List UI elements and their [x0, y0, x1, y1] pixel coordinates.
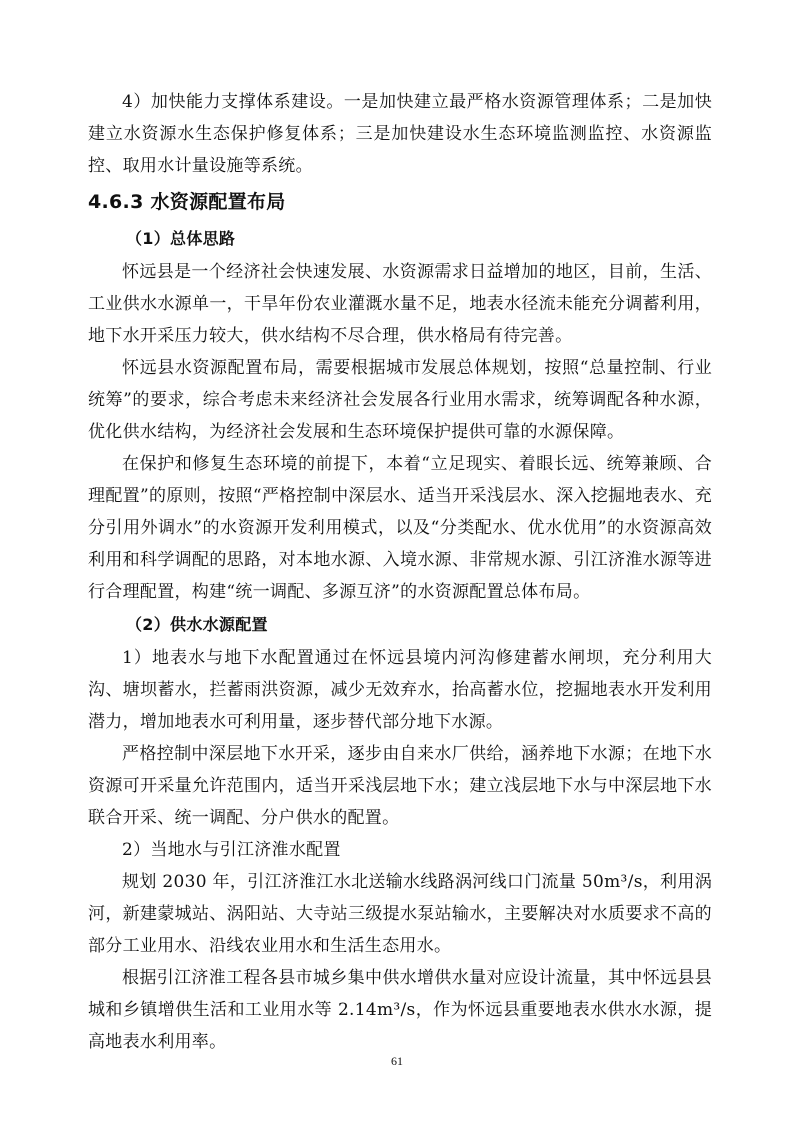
paragraph-supply-flow: 根据引江济淮工程各县市城乡集中供水增供水量对应设计流量，其中怀远县县城和乡镇增供生活和工业用水等 2.14m³/s，作为怀远县重要地表水供水水源，提高地表水利用率。 [88, 968, 712, 1052]
subsection-heading-overall-idea: （1）总体思路 [126, 229, 236, 248]
section-heading: 4.6.3 水资源配置布局 [88, 191, 286, 213]
subsection-heading-water-source: （2）供水水源配置 [126, 615, 268, 634]
paragraph-capacity-support: 4）加快能力支撑体系建设。一是加快建立最严格水资源管理体系；二是加快建立水资源水生态保护修复体系；三是加快建设水生态环境监测监控、水资源监控、取用水计量设施等系统。 [88, 92, 712, 176]
paragraph-overview: 怀远县是一个经济社会快速发展、水资源需求日益增加的地区，目前，生活、工业供水水源单一，干旱年份农业灌溉水量不足，地表水径流未能充分调蓄利用，地下水开采压力较大，供水结构不尽合理，供水格局有待完善。 [88, 262, 712, 346]
paragraph-layout-requirements: 怀远县水资源配置布局，需要根据城市发展总体规划，按照“总量控制、行业统筹”的要求，综合考虑未来经济社会发展各行业用水需求，统筹调配各种水源，优化供水结构，为经济社会发展和生态环境保护提供可靠的水源保障。 [88, 358, 712, 442]
page-number: 61 [391, 1054, 403, 1068]
paragraph-plan-2030: 规划 2030 年，引江济淮江水北送输水线路涡河线口门流量 50m³/s，利用涡河，新建蒙城站、涡阳站、大寺站三级提水泵站输水，主要解决对水质要求不高的部分工业用水、沿线农业用水和生活生态用水。 [88, 872, 712, 956]
paragraph-principles: 在保护和修复生态环境的前提下，本着“立足现实、着眼长远、统筹兼顾、合理配置”的原则，按照“严格控制中深层水、适当开采浅层水、深入挖掘地表水、充分引用外调水”的水资源开发利用模式，以及“分类配水、优水优用”的水资源高效利用和科学调配的思路，对本地水源、入境水源、非常规水源、引江济淮水源等进行合理配置，构建“统一调配、多源互济”的水资源配置总体布局。 [88, 454, 712, 602]
paragraph-surface-groundwater: 1）地表水与地下水配置通过在怀远县境内河沟修建蓄水闸坝，充分利用大沟、塘坝蓄水，拦蓄雨洪资源，减少无效弃水，抬高蓄水位，挖掘地表水开发利用潜力，增加地表水可利用量，逐步替代部分地下水源。 [88, 648, 712, 732]
paragraph-local-water-heading: 2）当地水与引江济淮水配置 [122, 840, 341, 860]
paragraph-deep-groundwater: 严格控制中深层地下水开采，逐步由自来水厂供给，涵养地下水源；在地下水资源可开采量允许范围内，适当开采浅层地下水；建立浅层地下水与中深层地下水联合开采、统一调配、分户供水的配置。 [88, 744, 712, 828]
